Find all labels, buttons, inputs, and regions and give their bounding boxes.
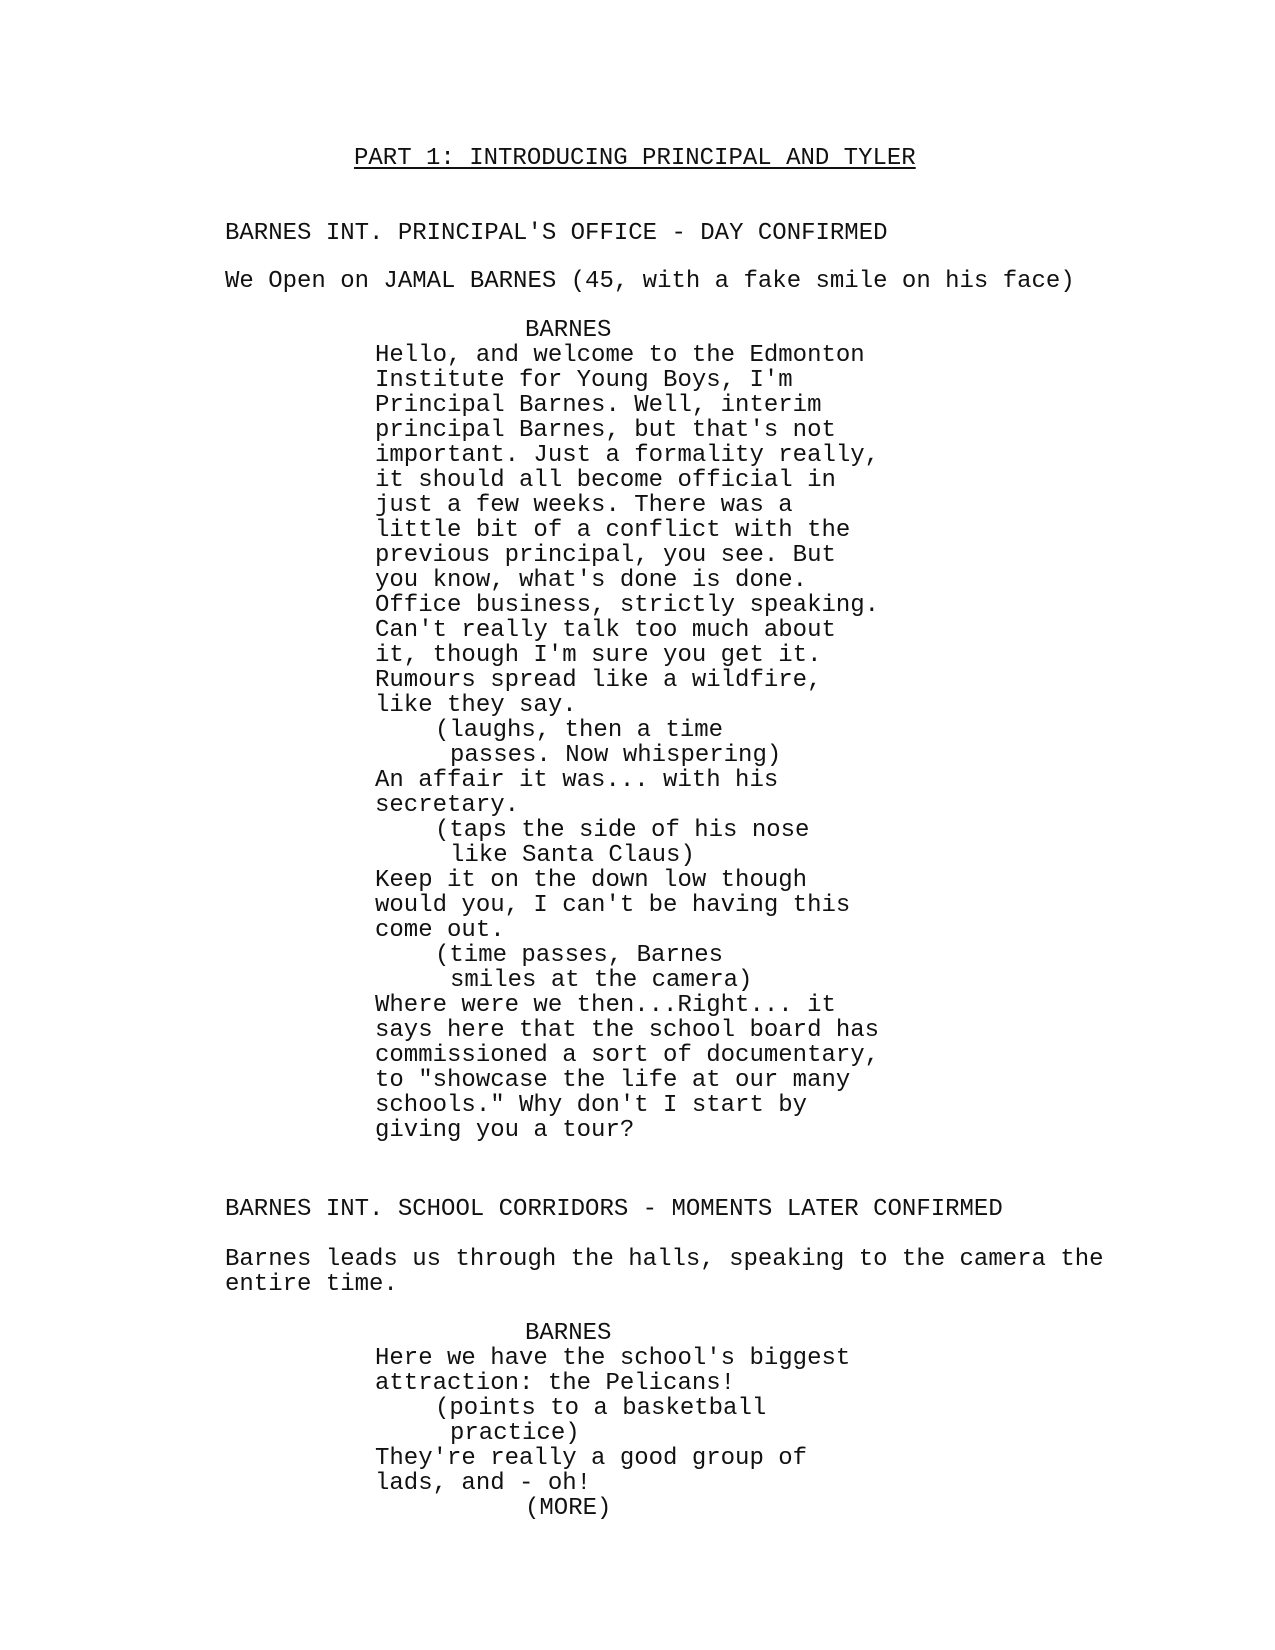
parenthetical: like Santa Claus) [450,842,695,869]
dialogue-line: it, though I'm sure you get it. [375,642,822,669]
parenthetical: practice) [450,1420,580,1447]
parenthetical: (taps the side of his nose [435,817,810,844]
dialogue-line: principal Barnes, but that's not [375,417,836,444]
dialogue-line: just a few weeks. There was a [375,492,793,519]
dialogue-line: come out. [375,917,505,944]
parenthetical: smiles at the camera) [450,967,753,994]
dialogue-line: like they say. [375,692,577,719]
parenthetical: (laughs, then a time [435,717,724,744]
dialogue-line: to "showcase the life at our many [375,1067,851,1094]
dialogue-line: attraction: the Pelicans! [375,1370,736,1397]
dialogue-line: lads, and - oh! [375,1470,592,1497]
dialogue-line: would you, I can't be having this [375,892,851,919]
dialogue-line: Principal Barnes. Well, interim [375,392,822,419]
character-name: BARNES [525,317,612,344]
dialogue-line: Rumours spread like a wildfire, [375,667,822,694]
parenthetical: (points to a basketball [435,1395,767,1422]
page-title: PART 1: INTRODUCING PRINCIPAL AND TYLER [354,145,916,172]
dialogue-line: secretary. [375,792,520,819]
scene-heading: BARNES INT. SCHOOL CORRIDORS - MOMENTS LATER CONFIRMED [225,1196,1003,1223]
dialogue-line: Can't really talk too much about [375,617,836,644]
action-line: Barnes leads us through the halls, speaking to the camera the [225,1246,1104,1273]
dialogue-line: Institute for Young Boys, I'm [375,367,793,394]
dialogue-line: They're really a good group of [375,1445,808,1472]
dialogue-line: Keep it on the down low though [375,867,808,894]
dialogue-line: little bit of a conflict with the [375,517,851,544]
dialogue-line: Hello, and welcome to the Edmonton [375,342,865,369]
action-line: entire time. [225,1271,398,1298]
dialogue-line: says here that the school board has [375,1017,880,1044]
dialogue-line: Where were we then...Right... it [375,992,836,1019]
dialogue-line: it should all become official in [375,467,836,494]
dialogue-line: you know, what's done is done. [375,567,808,594]
dialogue-line: commissioned a sort of documentary, [375,1042,880,1069]
dialogue-line: An affair it was... with his [375,767,779,794]
dialogue-line: important. Just a formality really, [375,442,880,469]
dialogue-line: giving you a tour? [375,1117,635,1144]
action-line: We Open on JAMAL BARNES (45, with a fake smile on his face) [225,268,1075,295]
dialogue-line: Office business, strictly speaking. [375,592,880,619]
character-name: BARNES [525,1320,612,1347]
dialogue-line: previous principal, you see. But [375,542,836,569]
dialogue-line: Here we have the school's biggest [375,1345,851,1372]
parenthetical: passes. Now whispering) [450,742,782,769]
dialogue-line: schools." Why don't I start by [375,1092,808,1119]
scene-heading: BARNES INT. PRINCIPAL'S OFFICE - DAY CONFIRMED [225,220,888,247]
parenthetical: (time passes, Barnes [435,942,724,969]
more-marker: (MORE) [525,1495,612,1522]
